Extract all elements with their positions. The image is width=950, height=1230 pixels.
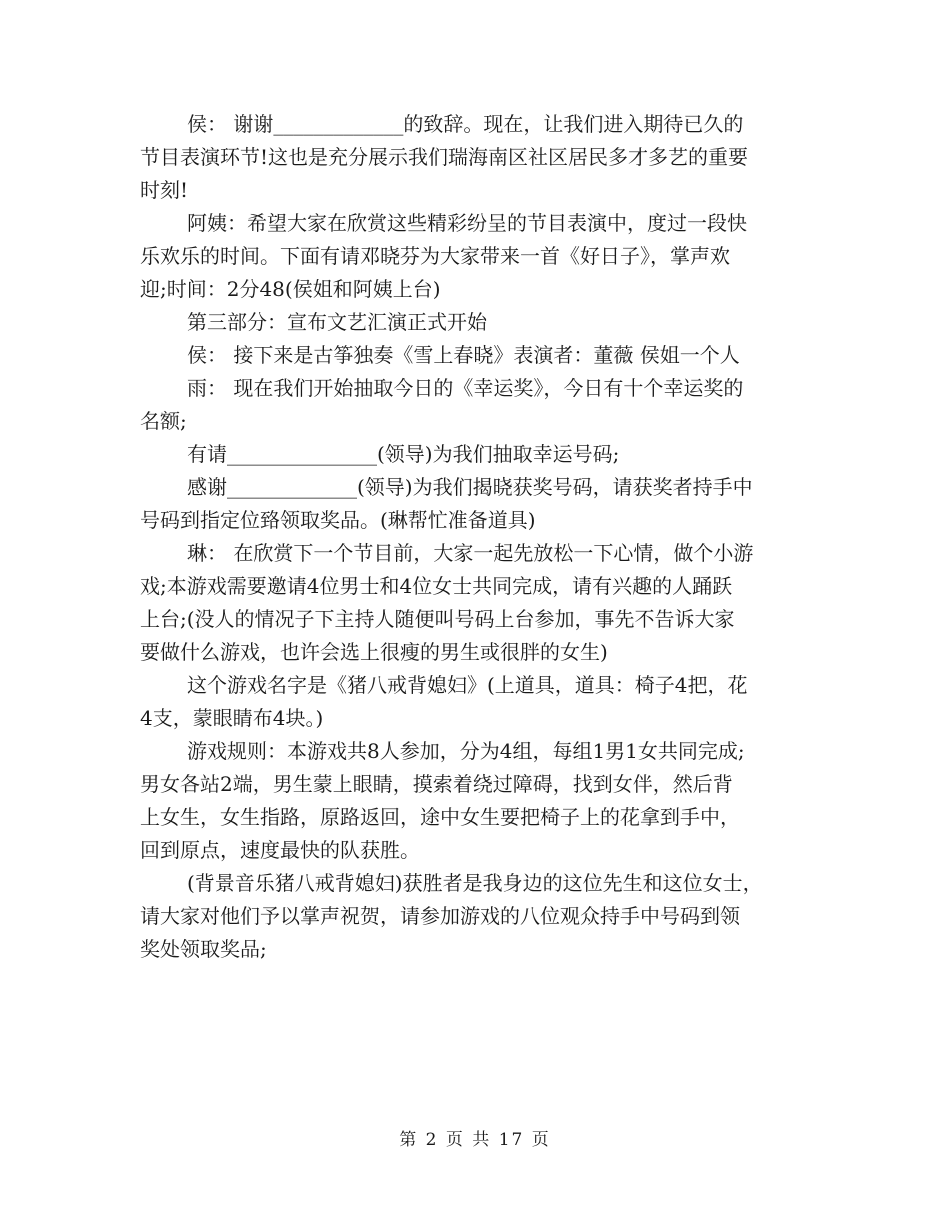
text-line: 号码到指定位臵领取奖品。(琳帮忙准备道具)	[140, 508, 536, 532]
text-line: 奖处领取奖品;	[140, 937, 267, 961]
text-line: 4支，蒙眼睛布4块。)	[140, 706, 324, 730]
text-line: 回到原点，速度最快的队获胜。	[140, 838, 420, 862]
document-body	[140, 108, 812, 966]
text-line: 有请_______________(领导)为我们抽取幸运号码;	[187, 442, 620, 466]
text-line: 要做什么游戏，也许会选上很瘦的男生或很胖的女生)	[140, 640, 608, 664]
text-line: 时刻!	[140, 178, 189, 202]
text-line: 名额;	[140, 409, 187, 433]
text-line: 男女各站2端，男生蒙上眼睛，摸索着绕过障碍，找到女伴，然后背	[140, 772, 733, 796]
text-line: 感谢_____________(领导)为我们揭晓获奖号码，请获奖者持手中	[187, 475, 753, 499]
text-line: 乐欢乐的时间。下面有请邓晓芬为大家带来一首《好日子》，掌声欢	[140, 244, 730, 268]
text-line: 上女生，女生指路，原路返回，途中女生要把椅子上的花拿到手中，	[140, 805, 740, 829]
section-heading: 第三部分：宣布文艺汇演正式开始	[187, 310, 487, 334]
text-line: 这个游戏名字是《猪八戒背媳妇》(上道具，道具：椅子4把，花	[187, 673, 748, 697]
text-line: 琳： 在欣赏下一个节目前，大家一起先放松一下心情，做个小游	[187, 541, 754, 565]
text-line: 请大家对他们予以掌声祝贺，请参加游戏的八位观众持手中号码到领	[140, 904, 740, 928]
text-line: 游戏规则：本游戏共8人参加，分为4组，每组1男1女共同完成;	[187, 739, 745, 763]
text-line: 侯： 接下来是古筝独奏《雪上春晓》表演者：董薇 侯姐一个人	[187, 343, 740, 367]
text-line: 雨： 现在我们开始抽取今日的《幸运奖》，今日有十个幸运奖的	[187, 376, 744, 400]
text-line: 阿姨：希望大家在欣赏这些精彩纷呈的节目表演中，度过一段快	[187, 211, 747, 235]
text-line: 戏;本游戏需要邀请4位男士和4位女士共同完成，请有兴趣的人踊跃	[140, 574, 733, 598]
text-line: 节目表演环节!这也是充分展示我们瑞海南区社区居民多才多艺的重要	[140, 145, 749, 169]
text-line: 侯： 谢谢_____________的致辞。现在，让我们进入期待已久的	[187, 112, 744, 136]
page-number-footer: 第 2 页 共 17 页	[399, 1130, 551, 1150]
text-line: (背景音乐猪八戒背媳妇)获胜者是我身边的这位先生和这位女士，	[187, 871, 763, 895]
text-line: 上台;(没人的情况子下主持人随便叫号码上台参加，事先不告诉大家	[140, 607, 735, 631]
text-line: 迎;时间：2分48(侯姐和阿姨上台)	[140, 277, 441, 301]
